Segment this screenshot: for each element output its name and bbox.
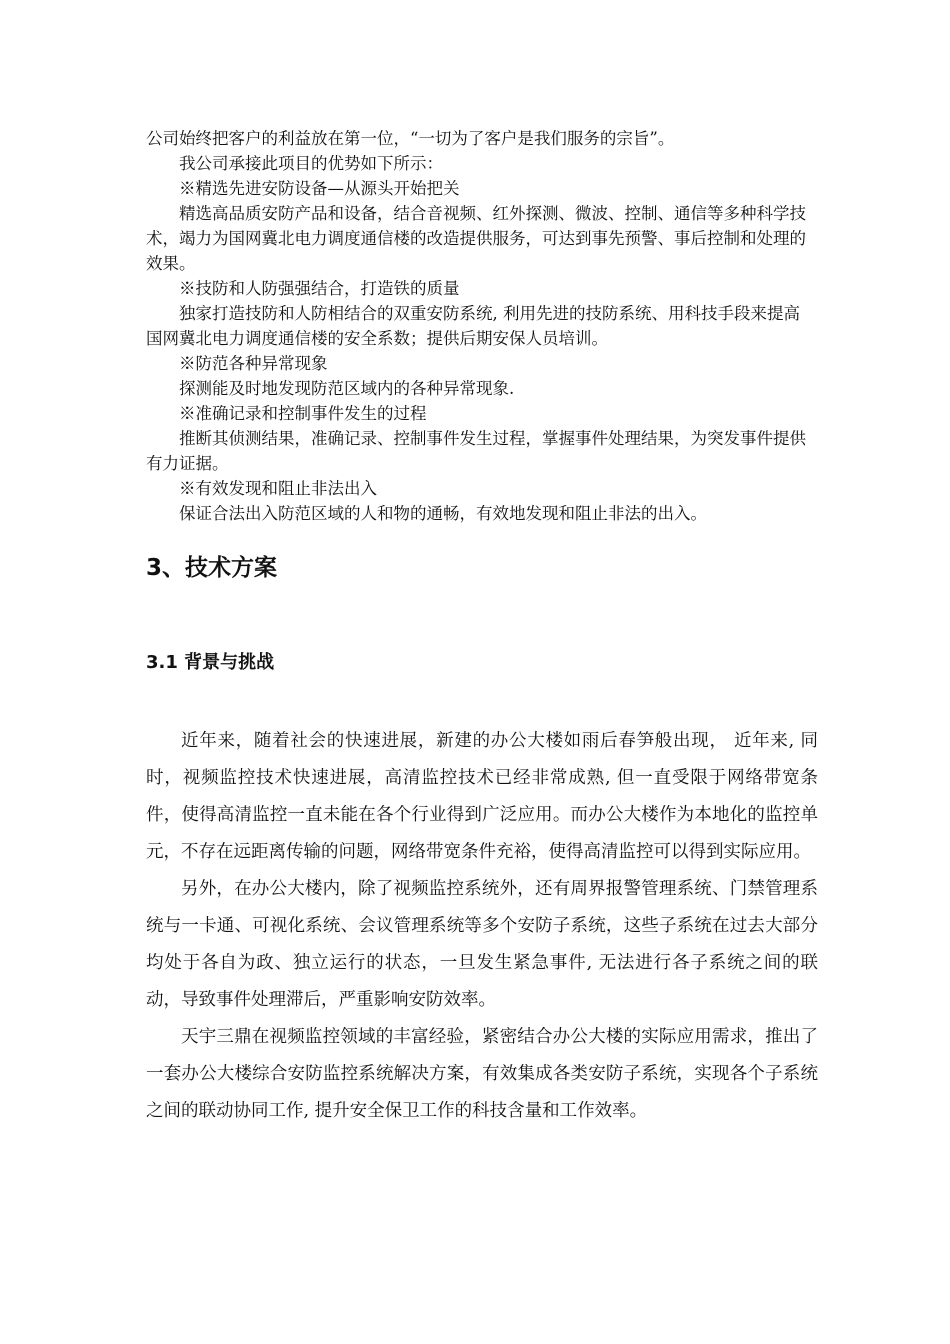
- advantage-text: 独家打造技防和人防相结合的双重安防系统, 利用先进的技防系统、用科技手段来提高国网冀北电力调度通信楼的安全系数；提供后期安保人员培训。: [146, 304, 800, 348]
- advantage-text: 精选高品质安防产品和设备，结合音视频、红外探测、微波、控制、通信等多种科学技术，竭力为国网冀北电力调度通信楼的改造提供服务，可达到事先预警、事后控制和处理的效果。: [146, 204, 806, 273]
- advantage-text: 推断其侦测结果，准确记录、控制事件发生过程，掌握事件处理结果，为突发事件提供有力证据。: [146, 429, 806, 473]
- advantage-heading: ※精选先进安防设备—从源头开始把关: [179, 179, 460, 198]
- section-heading: 3、技术方案: [146, 555, 278, 581]
- body-paragraph: 天宇三鼎在视频监控领域的丰富经验，紧密结合办公大楼的实际应用需求，推出了一套办公大楼综合安防监控系统解决方案，有效集成各类安防子系统，实现各个子系统之间的联动协同工作, 提升安全保卫工作的科技含量和工作效率。: [146, 1027, 818, 1121]
- intro-paragraph: 公司始终把客户的利益放在第一位，“一切为了客户是我们服务的宗旨”。: [146, 129, 675, 148]
- body-paragraph: 近年来，随着社会的快速进展，新建的办公大楼如雨后春笋般出现， 近年来, 同时，视频监控技术快速进展，高清监控技术已经非常成熟, 但一直受限于网络带宽条件，使得高清监控一直未能在各个行业得到广泛应用。而办公大楼作为本地化的监控单元，不存在远距离传输的问题，网络带宽条件充裕，使得高清监控可以得到实际应用。: [146, 731, 818, 862]
- advantage-text: 保证合法出入防范区域的人和物的通畅，有效地发现和阻止非法的出入。: [179, 504, 707, 523]
- advantage-heading: ※防范各种异常现象: [179, 354, 328, 373]
- advantage-heading: ※有效发现和阻止非法出入: [179, 479, 377, 498]
- body-paragraph: 另外，在办公大楼内，除了视频监控系统外，还有周界报警管理系统、门禁管理系统与一卡通、可视化系统、会议管理系统等多个安防子系统，这些子系统在过去大部分均处于各自为政、独立运行的状态，一旦发生紧急事件, 无法进行各子系统之间的联动，导致事件处理滞后，严重影响安防效率。: [146, 879, 818, 1010]
- subsection-heading: 3.1 背景与挑战: [146, 652, 275, 673]
- advantage-text: 探测能及时地发现防范区域内的各种异常现象.: [179, 379, 515, 398]
- subsection-body: [146, 723, 818, 1130]
- intro-paragraph: 我公司承接此项目的优势如下所示：: [179, 154, 443, 173]
- intro-section: [146, 126, 816, 526]
- advantage-heading: ※准确记录和控制事件发生的过程: [179, 404, 427, 423]
- advantage-heading: ※技防和人防强强结合，打造铁的质量: [179, 279, 460, 298]
